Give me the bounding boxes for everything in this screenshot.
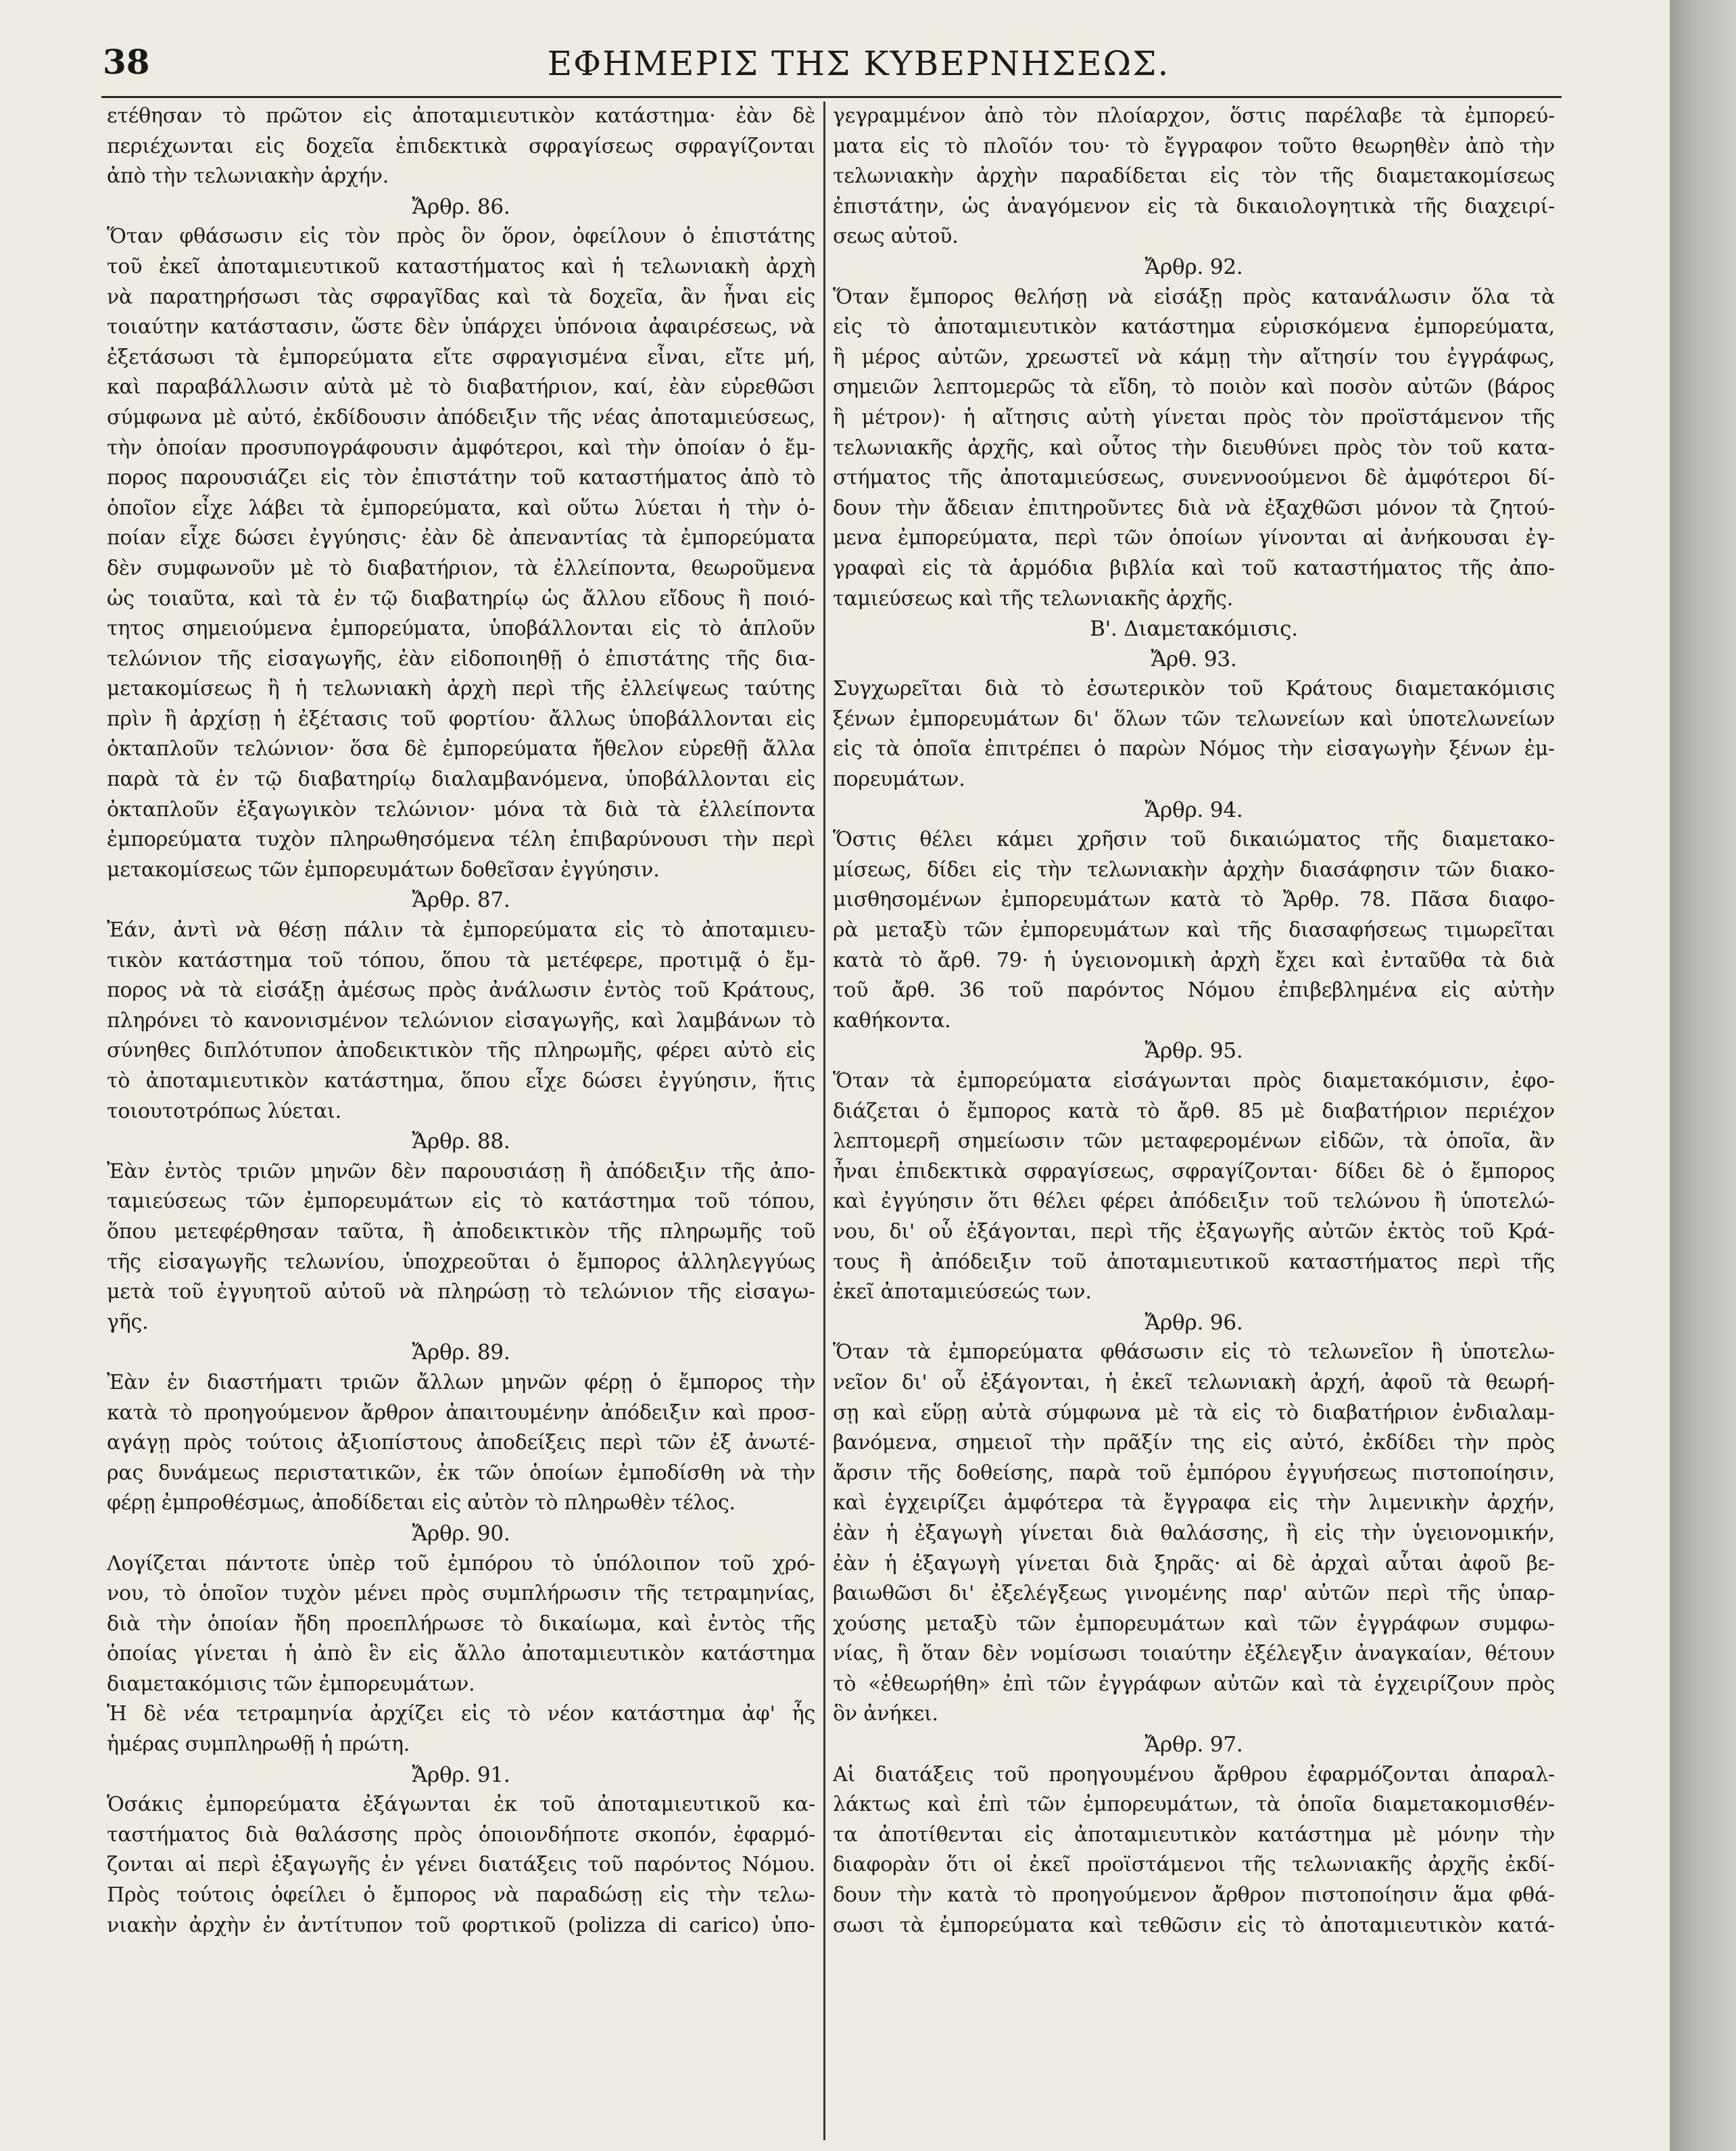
text-line: ἄρσιν τῆς δοθείσης, παρὰ τοῦ ἐμπόρου ἐγγυήσεως πιστοποίησιν, xyxy=(833,1461,1555,1485)
text-line: Ἐὰν ἐν διαστήματι τριῶν ἄλλων μηνῶν φέρῃ ὁ ἔμπορος τὴν xyxy=(107,1370,815,1394)
text-line: τὸ ἀποταμιευτικὸν κατάστημα, ὅπου εἶχε δώσει ἐγγύησιν, ἥτις xyxy=(107,1069,815,1093)
text-line: τελωνιακὴν ἀρχὴν παραδίδεται εἰς τὸν τῆς διαμετακομίσεως xyxy=(833,164,1555,189)
text-line: ἐξετάσωσι τὰ ἐμπορεύματα εἴτε σφραγισμένα εἶναι, εἴτε μή, xyxy=(107,345,815,369)
text-line: ταμιεύσεως τῶν ἐμπορευμάτων εἰς τὸ κατάστημα τοῦ τόπου, xyxy=(107,1189,815,1214)
text-line: ἦναι ἐπιδεκτικὰ σφραγίσεως, σφραγίζονται· δίδει δὲ ὁ ἔμπορος xyxy=(833,1159,1555,1183)
text-line: πορος παρουσιάζει εἰς τὸν ἐπιστάτην τοῦ καταστήματος ἀπὸ τὸ xyxy=(107,466,815,490)
text-line: δὲν συμφωνοῦν μὲ τὸ διαβατήριον, τὰ ἐλλείποντα, θεωροῦμενα xyxy=(107,556,815,580)
article-heading: Ἄρθρ. 96. xyxy=(1144,1310,1243,1335)
text-line: ταστήματος διὰ θαλάσσης πρὸς ὁποιονδήποτε σκοπόν, ἐφαρμό- xyxy=(107,1822,815,1847)
text-line: ἐπιστάτην, ὡς ἀναγόμενον εἰς τὰ δικαιολογητικὰ τῆς διαχειρί- xyxy=(833,194,1555,218)
article-heading: Ἄρθρ. 89. xyxy=(412,1340,510,1365)
text-line: Συγχωρεῖται διὰ τὸ ἐσωτερικὸν τοῦ Κράτους διαμετακόμισις xyxy=(833,677,1555,701)
text-line: τικὸν κατάστημα τοῦ τόπου, ὅπου τὰ μετέφερε, προτιμᾷ ὁ ἔμ- xyxy=(107,948,815,972)
text-line: Αἱ διατάξεις τοῦ προηγουμένου ἄρθρου ἐφαρμόζονται ἀπαραλ- xyxy=(833,1762,1555,1787)
text-line: ετέθησαν τὸ πρῶτον εἰς ἀποταμιευτικὸν κατάστημα· ἐὰν δὲ xyxy=(107,104,815,128)
text-line: ὅπου μετεφέρθησαν ταῦτα, ἢ ἀποδεικτικὸν τῆς πληρωμῆς τοῦ xyxy=(107,1219,815,1244)
text-line: ἐὰν ἡ ἐξαγωγὴ γίνεται διὰ ξηρᾶς· αἱ δὲ ἀρχαὶ αὗται ἀφοῦ βε- xyxy=(833,1551,1555,1576)
text-line: καὶ ἐγγύησιν ὅτι θέλει φέρει ἀπόδειξιν τοῦ τελώνου ἢ ὑποτελώ- xyxy=(833,1189,1555,1214)
text-line: ρὰ μεταξὺ τῶν ἐμπορευμάτων καὶ τῆς διασαφήσεως τιμωρεῖται xyxy=(833,918,1555,943)
text-line: μετὰ τοῦ ἐγγυητοῦ αὐτοῦ νὰ πληρώσῃ τὸ τελώνιον τῆς εἰσαγω- xyxy=(107,1280,815,1304)
text-line: λεπτομερῆ σημείωσιν τῶν μεταφερομένων εἰδῶν, τὰ ὁποῖα, ἂν xyxy=(833,1129,1555,1154)
text-line: διαμετακόμισις τῶν ἐμπορευμάτων. xyxy=(107,1672,475,1696)
article-heading: Ἄρθρ. 88. xyxy=(412,1129,510,1154)
text-line: σεως αὐτοῦ. xyxy=(833,224,959,249)
page-edge-shadow xyxy=(1670,0,1736,2151)
text-line: χούσης μεταξὺ τῶν ἐμπορευμάτων καὶ τῶν ἐγγράφων συμφω- xyxy=(833,1611,1555,1636)
text-line: πρὶν ἢ ἀρχίσῃ ἡ ἐξέτασις τοῦ φορτίου· ἄλλως ὑποβάλλονται εἰς xyxy=(107,707,815,731)
text-line: τητος σημειούμενα ἐμπορεύματα, ὑποβάλλονται εἰς τὸ ἁπλοῦν xyxy=(107,617,815,641)
text-line: Ἐάν, ἀντὶ νὰ θέσῃ πάλιν τὰ ἐμπορεύματα εἰς τὸ ἀποταμιευ- xyxy=(107,918,815,943)
article-heading: Ἄρθρ. 90. xyxy=(412,1521,510,1546)
article-heading: Β'. Διαμετακόμισις. xyxy=(1090,617,1298,642)
text-line: ὃν ἀνήκει. xyxy=(833,1702,938,1726)
page-number: 38 xyxy=(103,42,150,82)
text-line: ὀκταπλοῦν ἐξαγωγικὸν τελώνιον· μόνα τὰ διὰ τὰ ἐλλείποντα xyxy=(107,797,815,822)
text-line: μετακομίσεως ἢ ἡ τελωνιακὴ ἀρχὴ περὶ τῆς ἐλλείψεως ταύτης xyxy=(107,677,815,701)
text-line: δουν τὴν κατὰ τὸ προηγούμενον ἄρθρον πιστοποίησιν ἅμα φθά- xyxy=(833,1883,1555,1908)
text-line: παρὰ τὰ ἐν τῷ διαβατηρίῳ διαλαμβανόμενα, ὑποβάλλονται εἰς xyxy=(107,767,815,792)
text-line: καθήκοντα. xyxy=(833,1008,951,1033)
text-line: νου, δι' οὗ ἐξάγονται, περὶ τῆς ἐξαγωγῆς αὐτῶν ἐκτὸς τοῦ Κρά- xyxy=(833,1219,1555,1244)
text-line: Πρὸς τούτοις ὀφείλει ὁ ἔμπορος νὰ παραδώσῃ εἰς τὴν τελω- xyxy=(107,1883,815,1908)
right-column xyxy=(833,101,1555,2130)
text-line: μίσεως, δίδει εἰς τὴν τελωνιακὴν ἀρχὴν διασάφησιν τῶν διακο- xyxy=(833,857,1555,882)
running-head-title: ΕΦΗΜΕΡΙΣ ΤΗΣ ΚΥΒΕΡΝΗΣΕΩΣ. xyxy=(547,44,1170,83)
text-line: γῆς. xyxy=(107,1310,149,1334)
column-divider xyxy=(823,101,825,2140)
text-line: τὴν ὁποίαν προσυπογράφουσιν ἀμφότεροι, καὶ τὴν ὁποίαν ὁ ἔμ- xyxy=(107,435,815,460)
text-line: ἡμέρας συμπληρωθῇ ἡ πρώτη. xyxy=(107,1732,410,1757)
text-line: ὁποίας γίνεται ἡ ἀπὸ ἓν εἰς ἄλλο ἀποταμιευτικὸν κατάστημα xyxy=(107,1642,815,1666)
text-line: εἰς τὸ ἀποταμιευτικὸν κατάστημα εὑρισκόμενα ἐμπορεύματα, xyxy=(833,315,1555,339)
text-line: Ὅταν τὰ ἐμπορεύματα φθάσωσιν εἰς τὸ τελωνεῖον ἢ ὑποτελω- xyxy=(833,1340,1555,1365)
text-line: ματα εἰς τὸ πλοῖόν του· τὸ ἔγγραφον τοῦτο θεωρηθὲν ἀπὸ τὴν xyxy=(833,134,1555,158)
text-line: ἢ μέτρον)· ἡ αἴτησις αὐτὴ γίνεται πρὸς τὸν προϊστάμενον τῆς xyxy=(833,405,1555,429)
text-line: Ὁσάκις ἐμπορεύματα ἐξάγωνται ἐκ τοῦ ἀποταμιευτικοῦ κα- xyxy=(107,1793,815,1817)
text-line: ἐὰν ἡ ἐξαγωγὴ γίνεται διὰ θαλάσσης, ἢ εἰς τὴν ὑγειονομικήν, xyxy=(833,1521,1555,1545)
text-line: τοῦ ἄρθ. 36 τοῦ παρόντος Νόμου ἐπιβεβλημένα εἰς αὐτὴν xyxy=(833,978,1555,1003)
text-line: φέρῃ ἐμπροθέσμως, ἀποδίδεται εἰς αὐτὸν τὸ πληρωθὲν τέλος. xyxy=(107,1491,736,1515)
article-heading: Ἄρθρ. 92. xyxy=(1144,254,1243,279)
text-line: τελώνιον τῆς εἰσαγωγῆς, ἐὰν εἰδοποιηθῇ ὁ ἐπιστάτης τῆς δια- xyxy=(107,646,815,671)
text-line: βανόμενα, σημειοῖ τὴν πρᾶξίν της εἰς αὐτό, ἐκδίδει τὴν πρὸς xyxy=(833,1431,1555,1455)
text-line: πορευμάτων. xyxy=(833,767,965,792)
text-line: ρας δυνάμεως περιστατικῶν, ἐκ τῶν ὁποίων ἐμποδίσθη νὰ τὴν xyxy=(107,1461,815,1485)
text-line: κατὰ τὸ ἄρθ. 79· ἡ ὑγειονομικὴ ἀρχὴ ἔχει καὶ ἐνταῦθα τὰ διὰ xyxy=(833,948,1555,972)
article-heading: Ἄρθ. 93. xyxy=(1151,646,1237,671)
text-line: διὰ τὴν ὁποίαν ἤδη προεπλήρωσε τὸ δικαίωμα, καὶ ἐντὸς τῆς xyxy=(107,1611,815,1636)
text-line: νίας, ἢ ὅταν δὲν νομίσωσι τοιαύτην ἐξέλεγξιν ἀναγκαίαν, θέτουν xyxy=(833,1642,1555,1666)
text-line: πορος νὰ τὰ εἰσάξῃ ἀμέσως πρὸς ἀνάλωσιν ἐντὸς τοῦ Κράτους, xyxy=(107,978,815,1003)
text-line: τους ἢ ἀπόδειξιν τοῦ ἀποταμιευτικοῦ καταστήματος περὶ τῆς xyxy=(833,1250,1555,1274)
text-line: γεγραμμένον ἀπὸ τὸν πλοίαρχον, ὅστις παρέλαβε τὰ ἐμπορεύ- xyxy=(833,104,1555,128)
text-line: πληρόνει τὸ κανονισμένον τελώνιον εἰσαγωγῆς, καὶ λαμβάνων τὸ xyxy=(107,1008,815,1033)
text-line: Ἐὰν ἐντὸς τριῶν μηνῶν δὲν παρουσιάσῃ ἢ ἀπόδειξιν τῆς ἀπο- xyxy=(107,1159,815,1183)
text-line: Ὅταν φθάσωσιν εἰς τὸν πρὸς ὃν ὅρον, ὀφείλουν ὁ ἐπιστάτης xyxy=(107,224,815,249)
text-line: λάκτως καὶ ἐπὶ τῶν ἐμπορευμάτων, τὰ ὁποῖα διαμετακομισθέν- xyxy=(833,1793,1555,1817)
text-line: διαφορὰν ὅτι οἱ ἐκεῖ προϊστάμενοι τῆς τελωνιακῆς ἀρχῆς ἐκδί- xyxy=(833,1853,1555,1877)
text-line: τοιουτοτρόπως λύεται. xyxy=(107,1099,341,1123)
text-line: νιακὴν ἀρχὴν ἐν ἀντίτυπον τοῦ φορτικοῦ (polizza di carico) ὑπο- xyxy=(107,1913,815,1937)
text-line: αγάγῃ πρὸς τούτοις ἀξιοπίστους ἀποδείξεις περὶ τῶν ἐξ ἀνωτέ- xyxy=(107,1431,815,1455)
text-line: τὸ «ἐθεωρήθη» ἐπὶ τῶν ἐγγράφων αὐτῶν καὶ τὰ ἐγχειρίζουν πρὸς xyxy=(833,1672,1555,1696)
article-heading: Ἄρθρ. 87. xyxy=(412,888,510,913)
text-line: σύμφωνα μὲ αὐτό, ἐκδίδουσιν ἀπόδειξιν τῆς νέας ἀποταμιεύσεως, xyxy=(107,405,815,429)
article-heading: Ἄρθρ. 91. xyxy=(412,1762,510,1787)
text-line: Ὅταν ἔμπορος θελήσῃ νὰ εἰσάξῃ πρὸς κατανάλωσιν ὅλα τὰ xyxy=(833,285,1555,309)
text-line: σημειῶν λεπτομερῶς τὰ εἴδη, τὸ ποιὸν καὶ ποσὸν αὐτῶν (βάρος xyxy=(833,375,1555,400)
text-line: μενα ἐμπορεύματα, περὶ τῶν ὁποίων γίνονται αἱ ἀνήκουσαι ἐγ- xyxy=(833,526,1555,550)
text-line: Ὅστις θέλει κάμει χρῆσιν τοῦ δικαιώματος τῆς διαμετακο- xyxy=(833,828,1555,852)
text-line: καὶ παραβάλλωσιν αὐτὰ μὲ τὸ διαβατήριον, καί, ἐὰν εὑρεθῶσι xyxy=(107,375,815,400)
text-line: ζονται αἱ περὶ ἐξαγωγῆς ἐν γένει διατάξεις τοῦ παρόντος Νόμου. xyxy=(107,1853,815,1877)
text-line: τῆς εἰσαγωγῆς τελωνίου, ὑποχρεοῦται ὁ ἔμπορος ἀλληλεγγύως xyxy=(107,1250,815,1274)
text-line: τα ἀποτίθενται εἰς ἀποταμιευτικὸν κατάστημα μὲ μόνην τὴν xyxy=(833,1822,1555,1847)
text-line: εἰς τὰ ὁποῖα ἐπιτρέπει ὁ παρὼν Νόμος τὴν εἰσαγωγὴν ξένων ἐμ- xyxy=(833,737,1555,761)
text-line: Λογίζεται πάντοτε ὑπὲρ τοῦ ἐμπόρου τὸ ὑπόλοιπον τοῦ χρό- xyxy=(107,1551,815,1576)
text-line: ἐκεῖ ἀποταμιεύσεώς των. xyxy=(833,1280,1092,1304)
text-line: κατὰ τὸ προηγούμενον ἄρθρον ἀπαιτουμένην ἀπόδειξιν καὶ προσ- xyxy=(107,1400,815,1425)
article-heading: Ἄρθρ. 95. xyxy=(1144,1039,1243,1064)
text-line: καὶ ἐγχειρίζει ἀμφότερα τὰ ἔγγραφα εἰς τὴν λιμενικὴν ἀρχήν, xyxy=(833,1491,1555,1515)
article-heading: Ἄρθρ. 94. xyxy=(1144,797,1243,822)
article-heading: Ἄρθρ. 86. xyxy=(412,194,510,219)
article-heading: Ἄρθρ. 97. xyxy=(1144,1732,1243,1757)
text-line: τοῦ ἐκεῖ ἀποταμιευτικοῦ καταστήματος καὶ ἡ τελωνιακὴ ἀρχὴ xyxy=(107,254,815,279)
text-line: ἐμπορεύματα τυχὸν πληρωθησόμενα τέλη ἐπιβαρύνουσι τὴν περὶ xyxy=(107,828,815,852)
text-line: βαιωθῶσι δι' ἐξελέγξεως γινομένης παρ' αὐτῶν περὶ τῆς ὑπαρ- xyxy=(833,1582,1555,1606)
text-line: ὀκταπλοῦν τελώνιον· ὅσα δὲ ἐμπορεύματα ἤθελον εὑρεθῇ ἄλλα xyxy=(107,737,815,761)
text-line: τελωνιακῆς ἀρχῆς, καὶ οὗτος τὴν διευθύνει πρὸς τὸν τοῦ κατα- xyxy=(833,435,1555,460)
text-line: διάζεται ὁ ἔμπορος κατὰ τὸ ἄρθ. 85 μὲ διαβατήριον περιέχον xyxy=(833,1099,1555,1123)
text-line: μετακομίσεως τῶν ἐμπορευμάτων δοθεῖσαν ἐγγύησιν. xyxy=(107,857,660,882)
header-rule xyxy=(101,96,1562,98)
text-line: νου, τὸ ὁποῖον τυχὸν μένει πρὸς συμπλήρωσιν τῆς τετραμηνίας, xyxy=(107,1582,815,1606)
text-line: νεῖον δι' οὗ ἐξάγονται, ἡ ἐκεῖ τελωνιακὴ ἀρχή, ἀφοῦ τὰ θεωρή- xyxy=(833,1370,1555,1394)
text-line: ὡς τοιαῦτα, καὶ τὰ ἐν τῷ διαβατηρίῳ ὡς ἄλλου εἴδους ἢ ποιό- xyxy=(107,586,815,611)
text-line: ποίαν εἶχε δώσει ἐγγύησις· ἐὰν δὲ ἀπεναντίας τὰ ἐμπορεύματα xyxy=(107,526,815,550)
text-line: μισθησομένων ἐμπορευμάτων κατὰ τὸ Ἄρθρ. 78. Πᾶσα διαφο- xyxy=(833,888,1555,912)
text-line: ἀπὸ τὴν τελωνιακὴν ἀρχήν. xyxy=(107,164,389,189)
text-line: ἢ μέρος αὐτῶν, χρεωστεῖ νὰ κάμῃ τὴν αἴτησίν του ἐγγράφως, xyxy=(833,345,1555,369)
text-line: σύνηθες διπλότυπον ἀποδεικτικὸν τῆς πληρωμῆς, φέρει αὐτὸ εἰς xyxy=(107,1039,815,1063)
text-line: σῃ καὶ εὕρῃ αὐτὰ σύμφωνα μὲ τὰ εἰς τὸ διαβατήριον ἐνδιαλαμ- xyxy=(833,1400,1555,1425)
text-line: ὁποῖον εἶχε λάβει τὰ ἐμπορεύματα, καὶ οὕτω λύεται ἡ τὴν ὁ- xyxy=(107,496,815,520)
text-line: ταμιεύσεως καὶ τῆς τελωνιακῆς ἀρχῆς. xyxy=(833,586,1234,611)
text-line: δουν τὴν ἄδειαν ἐπιτηροῦντες διὰ νὰ ἐξαχθῶσι μόνον τὰ ζητού- xyxy=(833,496,1555,520)
left-column xyxy=(107,101,815,2130)
text-line: τοιαύτην κατάστασιν, ὥστε δὲν ὑπάρχει ὑπόνοια ἀφαιρέσεως, νὰ xyxy=(107,315,815,339)
text-line: νὰ παρατηρήσωσι τὰς σφραγῖδας καὶ τὰ δοχεῖα, ἂν ἦναι εἰς xyxy=(107,285,815,309)
text-line: στήματος τῆς ἀποταμιεύσεως, συνεννοούμενοι δὲ ἀμφότεροι δί- xyxy=(833,466,1555,490)
text-line: σωσι τὰ ἐμπορεύματα καὶ τεθῶσιν εἰς τὸ ἀποταμιευτικὸν κατά- xyxy=(833,1913,1555,1937)
text-line: ξένων ἐμπορευμάτων δι' ὅλων τῶν τελωνείων καὶ ὑποτελωνείων xyxy=(833,707,1555,731)
text-line: γραφαὶ εἰς τὰ ἁρμόδια βιβλία καὶ τοῦ καταστήματος τῆς ἀπο- xyxy=(833,556,1555,580)
text-line: Ἡ δὲ νέα τετραμηνία ἀρχίζει εἰς τὸ νέον κατάστημα ἀφ' ἧς xyxy=(107,1702,815,1726)
text-line: Ὅταν τὰ ἐμπορεύματα εἰσάγωνται πρὸς διαμετακόμισιν, ἐφο- xyxy=(833,1069,1555,1093)
text-line: περιέχωνται εἰς δοχεῖα ἐπιδεκτικὰ σφραγίσεως σφραγίζονται xyxy=(107,134,815,158)
